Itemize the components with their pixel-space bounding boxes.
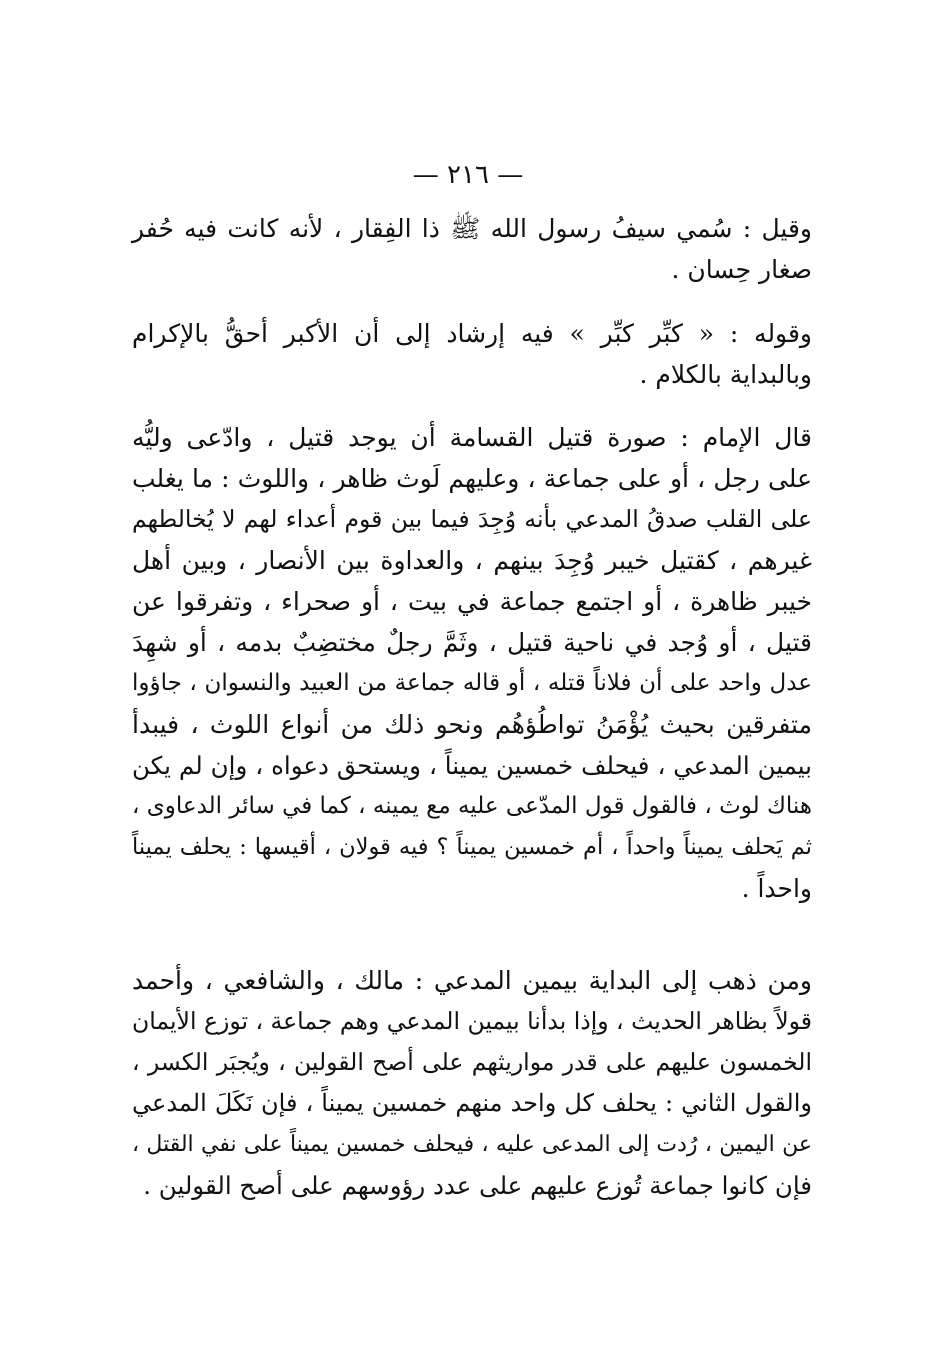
text-line: على القلب صدقُ المدعي بأنه وُجِدَ فيما بين قوم أعداء لهم لا يُخالطهم [132,505,812,533]
text-line: صغار حِسان . [671,255,812,284]
paragraph-kabbir [132,313,812,395]
text-line: وقوله : « كبِّر كبِّر » فيه إرشاد إلى أن الأكبر أحقُّ بالإكرام [132,319,812,348]
text-line: والقول الثاني : يحلف كل واحد منهم خمسين يميناً ، فإن نَكَلَ المدعي [132,1089,812,1117]
text-line: هناك لوث ، فالقول قول المدّعى عليه مع يمينه ، كما في سائر الدعاوى ، [132,793,812,819]
paragraph-oaths [132,960,812,1206]
page-number: — ٢١٦ — [412,160,524,190]
text-line: فإن كانوا جماعة تُوزع عليهم على عدد رؤوسهم على أصح القولين . [143,1171,812,1200]
text-line: وبالبداية بالكلام . [639,360,812,389]
text-line: واحداً . [741,874,812,903]
text-line: غيرهم ، كقتيل خيبر وُجِدَ بينهم ، والعداوة بين الأنصار ، وبين أهل [132,546,812,575]
text-line: عدل واحد على أن فلاناً قتله ، أو قاله جماعة من العبيد والنسوان ، جاؤوا [132,670,812,696]
text-line: الخمسون عليهم على قدر مواريثهم على أصح القولين ، ويُجبَر الكسر ، [132,1048,812,1076]
text-line: قولاً بظاهر الحديث ، وإذا بدأنا بيمين المدعي وهم جماعة ، توزع الأيمان [132,1007,812,1035]
text-line: قال الإمام : صورة قتيل القسامة أن يوجد قتيل ، وادّعى وليُّه [132,423,812,452]
text-line: قتيل ، أو وُجد في ناحية قتيل ، وثَمَّ رجلٌ مختضِبٌ بدمه ، أو شهِدَ [132,628,812,657]
text-line: على رجل ، أو على جماعة ، وعليهم لَوث ظاهر ، واللوث : ما يغلب [132,464,812,493]
paragraph-qasama [132,417,812,909]
text-line: عن اليمين ، رُدت إلى المدعى عليه ، فيحلف خمسين يميناً على نفي القتل ، [132,1132,812,1157]
text-line: بيمين المدعي ، فيحلف خمسين يميناً ، ويستحق دعواه ، وإن لم يكن [132,751,812,780]
paragraph-sword [132,208,812,290]
text-line: ومن ذهب إلى البداية بيمين المدعي : مالك ، والشافعي ، وأحمد [132,966,812,995]
text-line: متفرقين بحيث يُؤْمَنُ تواطُؤهُم ونحو ذلك من أنواع اللوث ، فيبدأ [132,710,812,739]
text-line: وقيل : سُمي سيفُ رسول الله ﷺ ذا الفِقار ، لأنه كانت فيه حُفر [132,214,812,243]
text-line: ثم يَحلف يميناً واحداً ، أم خمسين يميناً ؟ فيه قولان ، أقيسها : يحلف يميناً [132,834,812,860]
text-line: خيبر ظاهرة ، أو اجتمع جماعة في بيت ، أو صحراء ، وتفرقوا عن [132,587,812,616]
